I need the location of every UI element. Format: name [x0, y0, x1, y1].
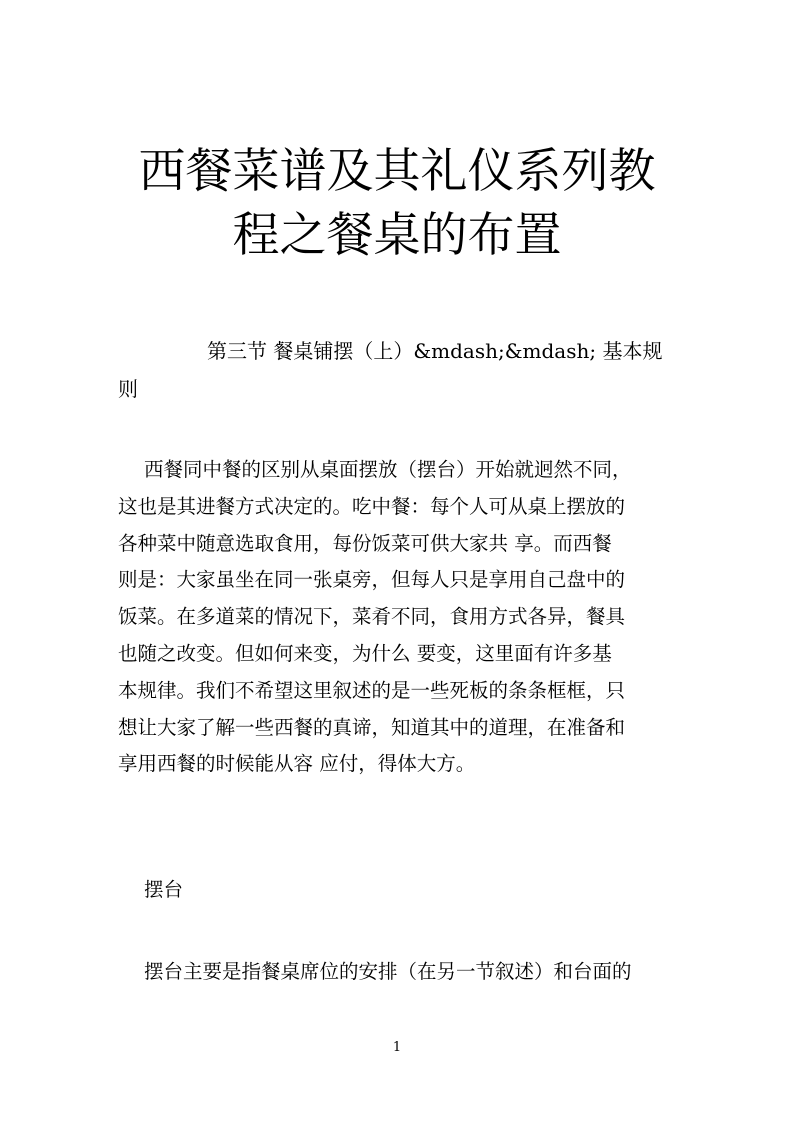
paragraph-line: 本规律。我们不希望这里叙述的是一些死板的条条框框，只: [118, 678, 626, 702]
title-line-1: 西餐菜谱及其礼仪系列教: [138, 144, 656, 199]
paragraph-line: 饭菜。在多道菜的情况下，菜肴不同，食用方式各异，餐具: [118, 605, 626, 629]
body-paragraph: [118, 954, 683, 991]
paragraph-line: 这也是其进餐方式决定的。吃中餐：每个人可从桌上摆放的: [118, 494, 626, 518]
title-line-2: 程之餐桌的布置: [232, 208, 562, 263]
document-title: [100, 140, 694, 268]
paragraph-line: 摆台主要是指餐桌席位的安排（在另一节叙述）和台面的: [144, 960, 632, 983]
paragraph-line: 各种菜中随意选取食用，每份饭菜可供大家共 享。而西餐: [118, 531, 612, 555]
paragraph-line: 想让大家了解一些西餐的真谛，知道其中的道理，在准备和: [118, 715, 626, 739]
paragraph-line: 享用西餐的时候能从容 应付，得体大方。: [118, 752, 476, 776]
paragraph-line: 西餐同中餐的区别从桌面摆放（摆台）开始就迥然不同，: [144, 458, 632, 481]
section-heading-line-2: 则: [118, 377, 138, 401]
paragraph-line: 则是：大家虽坐在同一张桌旁，但每人只是享用自己盘中的: [118, 568, 626, 592]
page-number: 1: [392, 1040, 402, 1055]
paragraph-line: 也随之改变。但如何来变，为什么 要变，这里面有许多基: [118, 641, 612, 665]
subheading-text: 摆台: [144, 878, 184, 901]
subheading: [118, 872, 683, 909]
section-heading: [118, 332, 683, 408]
section-heading-line-1: 第三节 餐桌铺摆（上）&mdash;&mdash; 基本规: [207, 339, 663, 363]
intro-paragraph: [118, 452, 683, 783]
